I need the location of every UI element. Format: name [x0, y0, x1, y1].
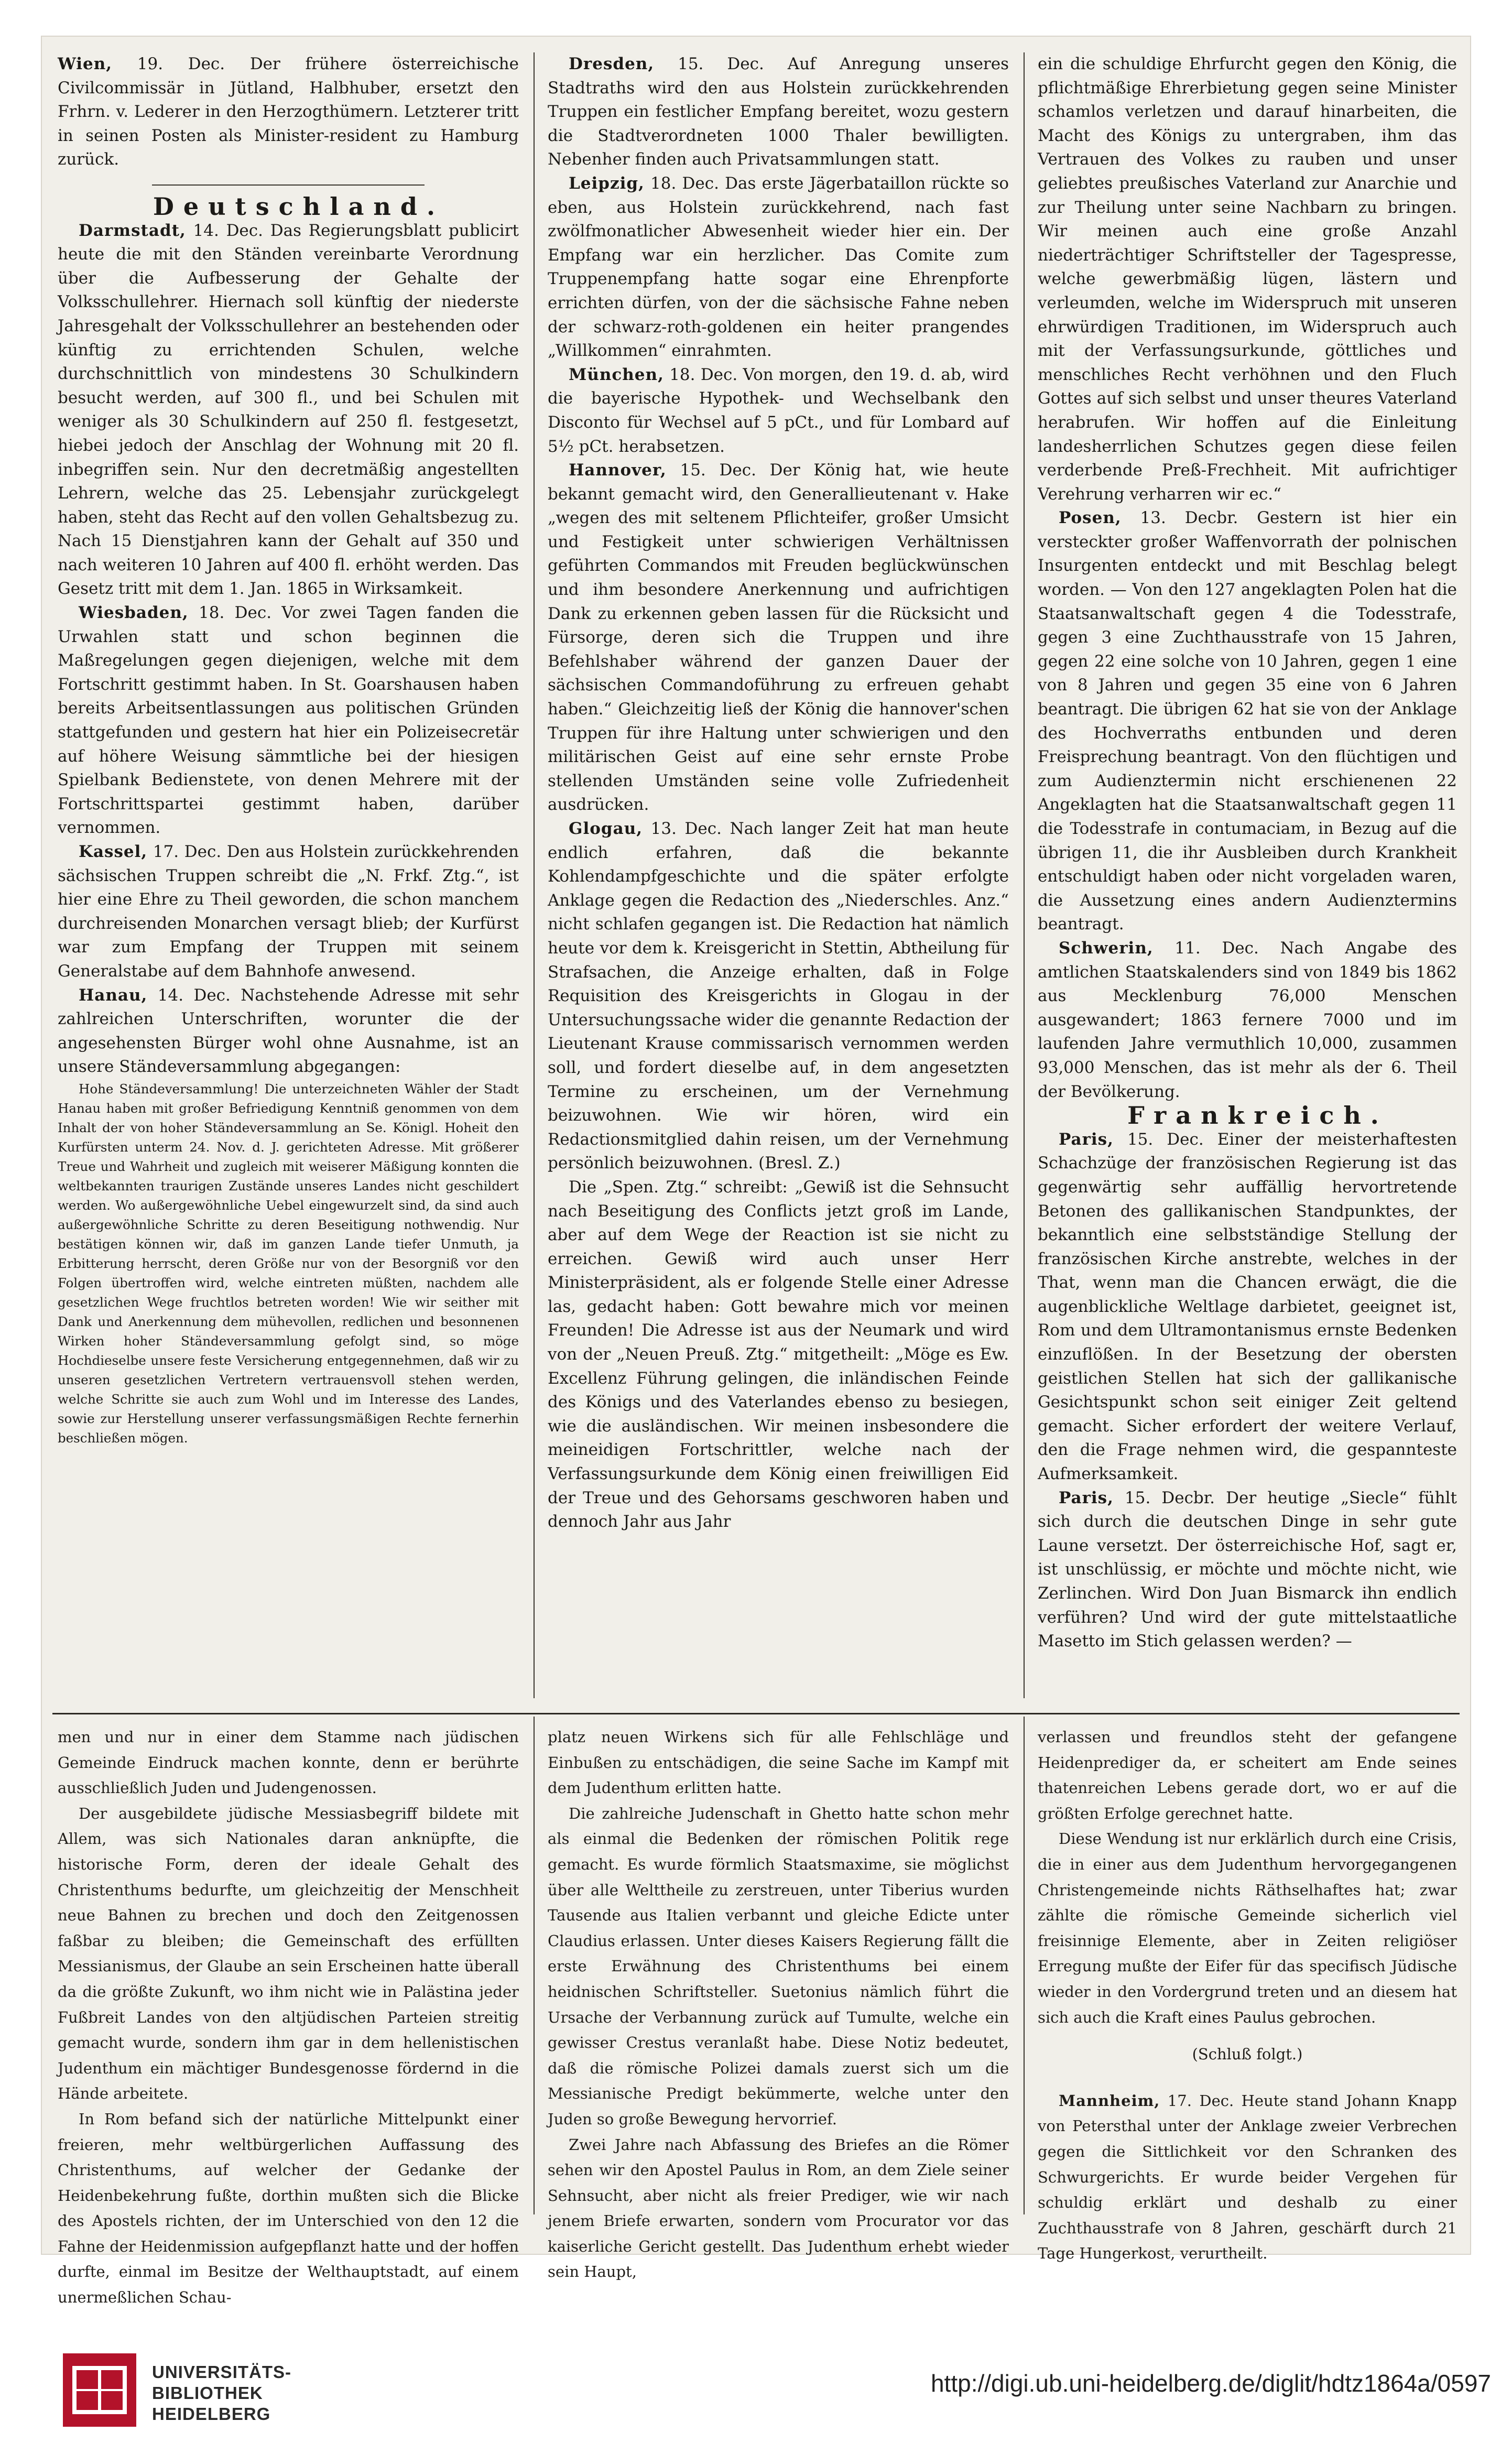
article-mannheim — [1038, 2088, 1457, 2266]
article-paris-1 — [1038, 1128, 1457, 1486]
feuilleton-paragraph: platz neuen Wirkens sich für alle Fehlschläge und Einbußen zu entschädigen, die seine Sache im Kampf mit dem Judenthum erlitten hatte. — [548, 1728, 1009, 1797]
article-hannover — [548, 459, 1009, 817]
article-text: 13. Dec. Nach langer Zeit hat man heute endlich erfahren, daß die bekannte Kohlendampfgeschichte und die später erfolgte Anklage gegen die Redaction des „Niederschles. Anz.“ nicht schlafen gegangen ist. Die Redaction hat nämlich heute vor dem k. Kreisgericht in Stettin, Abtheilung für Strafsachen, die Anzeige erhalten, daß in Folge Requisition des Kreisgerichts in Glogau in der Untersuchungssache wider die genannte Redaction der Lieutenant Krause commissarisch vernommen werden soll, und fordert dieselbe auf, in dem angesetzten Termine zu erscheinen, um der Vernehmung beizuwohnen. Wie wir hören, wird ein Redactionsmitglied dahin reisen, um der Vernehmung persönlich beizuwohnen. (Bresl. Z.) — [548, 819, 1009, 1173]
source-url-link[interactable]: http://digi.ub.uni-heidelberg.de/diglit/hdtz1864a/0597 — [930, 2370, 1491, 2397]
article-text: 13. Decbr. Gestern ist hier ein versteckter großer Waffenvorrath der polnischen Insurgenten entdeckt und mit Beschlag belegt worden. — Von den 127 angeklagten Polen hat die Staatsanwaltschaft gegen 4 die Todesstrafe, gegen 3 eine Zuchthausstrafe von 15 Jahren, gegen 22 eine solche von 10 Jahren, gegen 1 eine von 8 Jahren und gegen 35 eine von 6 Jahren beantragt. Die übrigen 62 hat sie von der Anklage des Hochverraths entbunden und deren Freisprechung beantragt. Von den flüchtigen und zum Audienztermin nicht erschienenen 22 Angeklagten hat die Staatsanwaltschaft gegen 11 die Todesstrafe in contumaciam, in Bezug auf die übrigen 11, die ihr Ausbleiben durch Krankheit entschuldigt haben oder nicht vorgeladen waren, die Aussetzung eines andern Audienztermins beantragt. — [1038, 508, 1457, 934]
article-text: 18. Dec. Das erste Jägerbataillon rückte so eben, aus Holstein zurückkehrend, nach fast zwölfmonatlicher Abwesenheit wieder hier ein. Der Empfang war ein herzlicher. Das Comite zum Truppenempfang hatte sogar eine Ehrenpforte errichten dürfen, von der die sächsische Fahne neben der schwarz-roth-goldenen ein heiter prangendes „Willkommen“ einrahmten. — [548, 173, 1009, 361]
dateline: München, — [569, 365, 664, 384]
dateline: Posen, — [1059, 508, 1122, 528]
article-continuation: ein die schuldige Ehrfurcht gegen den König, die pflichtmäßige Ehrerbietung gegen seine Minister schamlos verletzen und darauf hinarbeiten, die Macht des Königs zu untergraben, ihm das Vertrauen des Volkes zu rauben und unser geliebtes preußisches Vaterland zur Anarchie und zur Theilung unter seine Nachbarn zu bringen. Wir meinen auch eine große Anzahl niederträchtiger Schriftsteller der Tagespresse, welche gewerbmäßig lügen, lästern und verleumden, welche im Widerspruch mit unseren ehrwürdigen Traditionen, im Widerspruch auch mit der Verfassungsurkunde, göttliches und menschliches Recht verhöhnen und den Fluch Gottes auf sich selbst und unser theures Vaterland herabrufen. Wir hoffen auf die Einleitung landesherrlichen Schutzes gegen diese feilen verderbende Preß-Frechheit. Mit aufrichtiger Verehrung verharren wir ec.“ — [1038, 55, 1457, 504]
dateline: Hannover, — [569, 461, 667, 480]
dateline: Paris, — [1059, 1130, 1114, 1149]
article-text: 14. Dec. Das Regierungsblatt publicirt heute die mit den Ständen vereinbarte Verordnung über die Aufbesserung der Gehalte der Volksschullehrer. Hiernach soll künftig der niederste Jahresgehalt der Volksschullehrer an bestehenden oder künftig zu errichtenden Schulen, welche durchschnittlich von mindestens 30 Schulkindern besucht werden, auf 300 fl., und bei Schulen mit weniger als 30 Schulkindern auf 250 fl. festgesetzt, hiebei jedoch der Anschlag der Wohnung mit 20 fl. inbegriffen sein. Nur den decretmäßig angestellten Lehrern, welche das 25. Lebensjahr zurückgelegt haben, steht das Recht auf den vollen Gehaltsbezug zu. Nach 15 Dienstjahren kann der Gehalt auf 350 und nach weiteren 10 Jahren auf 400 fl. erhöht werden. Das Gesetz tritt mit dem 1. Jan. 1865 in Wirksamkeit. — [58, 221, 519, 599]
dateline: Paris, — [1059, 1488, 1114, 1507]
library-name — [152, 2362, 291, 2425]
column-middle — [548, 52, 1009, 1698]
feuilleton-paragraph: Die zahlreiche Judenschaft in Ghetto hatte schon mehr als einmal die Bedenken der römischen Politik rege gemacht. Es wurde förmlich Staatsmaxime, sie möglichst über alle Welttheile zu zerstreuen, unter Tiberius wurden Tausende aus Italien verbannt und gleiche Edicte unter Claudius erlassen. Unter dieses Kaisers Regierung fällt die erste Erwähnung des Christenthums bei einem heidnischen Schriftsteller. Suetonius nämlich führt die Ursache der Verbannung zurück auf Tumulte, welche ein gewisser Crestus veranlaßt habe. Diese Notiz bedeutet, daß die römische Polizei damals zuerst sich um die Messianische Predigt bekümmerte, welche unter den Juden so große Bewegung hervorrief. — [548, 1804, 1009, 2128]
feuilleton-paragraph: Diese Wendung ist nur erklärlich durch eine Crisis, die in einer aus dem Judenthum hervorgegangenen Christengemeinde nichts Räthselhaftes hat; zwar zählte die römische Gemeinde sicherlich viel freisinnige Elemente, aber in Zeiten religiöser Erregung mußte der Eifer für das specifisch Jüdische wieder in den Vordergrund treten und an diesem hat sich auch die Kraft eines Paulus gebrochen. — [1038, 1830, 1457, 2026]
article-text: 19. Dec. Der frühere österreichische Civilcommissär in Jütland, Halbhuber, ersetzt den Frhrn. v. Lederer in den Herzogthümern. Letzterer tritt in seinen Posten als Minister-resident zu Hamburg zurück. — [58, 55, 519, 169]
divider — [152, 184, 425, 186]
dateline: Glogau, — [569, 819, 643, 838]
library-name-line: HEIDELBERG — [152, 2404, 271, 2424]
article-text: 17. Dec. Heute stand Johann Knapp von Petersthal unter der Anklage zweier Verbrechen gegen die Sittlichkeit vor den Schranken des Schwurgerichts. Er wurde beider Vergehen für schuldig erklärt und deshalb zu einer Zuchthausstrafe von 8 Jahren, geschärft durch 21 Tage Hungerkost, verurtheilt. — [1038, 2091, 1457, 2263]
article-text: 11. Dec. Nach Angabe des amtlichen Staatskalenders sind von 1849 bis 1862 aus Mecklenburg 76,000 Menschen ausgewandert; 1863 fernere 7000 und im laufenden Jahre vermuthlich 10,000, zusammen 93,000 Menschen, das ist mehr als der 6. Theil der Bevölkerung. — [1038, 938, 1457, 1101]
column-left — [58, 52, 519, 1698]
library-logo[interactable] — [63, 2353, 335, 2442]
article-kassel — [58, 840, 519, 984]
article-text: 15. Dec. Einer der meisterhaftesten Schachzüge der französischen Regierung ist das gegenwärtig sehr auffällig hervortretende Betonen des gallikanischen Standpunktes, der bekanntlich eine selbstständige Stellung der französischen Kirche anstrebte, welches in der That, wenn man die Chancen erwägt, die die augenblickliche Weltlage darbietet, geeignet ist, Rom und dem Ultramontanismus ernste Bedenken einzuflößen. In der Besetzung der obersten geistlichen Stellen hat sich der gallikanische Gesichtspunkt schon seit einiger Zeit geltend gemacht. Sicher erfordert der weitere Verlauf, den die Frage nehmen wird, die gespannteste Aufmerksamkeit. — [1038, 1130, 1457, 1484]
dateline: Darmstadt, — [79, 221, 186, 240]
column-divider — [534, 1717, 535, 2214]
dateline: Kassel, — [79, 842, 148, 861]
dateline: Schwerin, — [1059, 938, 1154, 958]
article-text: 15. Dec. Auf Anregung unseres Stadtraths wird den aus Holstein zurückkehrenden Truppen ein festlicher Empfang bereitet, wozu gestern die Stadtverordneten 1000 Thaler bewilligten. Nebenher finden auch Privatsammlungen statt. — [548, 55, 1009, 169]
continued-note: (Schluß folgt.) — [1192, 2045, 1303, 2064]
petition-text: Hohe Ständeversammlung! Die unterzeichneten Wähler der Stadt Hanau haben mit großer Befriedigung Kenntniß genommen von dem Inhalt der von hoher Ständeversammlung an Se. Königl. Hoheit den Kurfürsten unterm 24. Nov. d. J. gerichteten Adresse. Mit größerer Treue und Wahrheit und zugleich mit weiserer Mäßigung konnten die weltbekannten traurigen Zustände unseres Landes nicht geschildert werden. Wo außergewöhnliche Uebel eingewurzelt sind, da sind auch außergewöhnliche Schritte zu deren Beseitigung nothwendig. Nur bestätigen können wir, daß im ganzen Lande tiefer Unmuth, ja Erbitterung herrscht, deren Größe nur von der Besorgniß vor den Folgen übertroffen wird, welche eintreten müßten, nachdem alle gesetzlichen Wege fruchtlos betreten worden! Wie wir seither mit Dank und Anerkennung dem mühevollen, redlichen und besonnenen Wirken hoher Ständeversammlung gefolgt sind, so möge Hochdieselbe unsere feste Versicherung entgegennehmen, daß wir zu unseren gesetzlichen Vertretern vertrauensvoll stehen werden, welche Schritte sie auch zum Wohl und im Interesse des Landes, sowie zur Herstellung unserer verfassungsmäßigen Rechte fernerhin beschließen mögen. — [58, 1081, 519, 1446]
feuilleton-paragraph: Der ausgebildete jüdische Messiasbegriff bildete mit Allem, was sich Nationales daran anknüpfte, die historische Form, deren der ideale Gehalt des Christenthums bedurfte, um gleichzeitig der Menschheit neue Bahnen zu brechen und doch den Zeitgenossen faßbar zu bleiben; die Gemeinschaft des erfüllten Messianismus, der Glaube an sein Erscheinen hatte überall da die größte Zukunft, wo ihm nicht wie in Palästina jeder Fußbreit Landes von den altjüdischen Parteien streitig gemacht wurde, sondern ihm gar in dem hellenistischen Judenthum ein mächtiger Bundesgenosse fördernd in die Hände arbeitete. — [58, 1804, 519, 2103]
section-heading-deutschland: Deutschland. — [153, 192, 445, 221]
feuilleton-middle — [548, 1724, 1009, 2285]
library-name-line: UNIVERSITÄTS- — [152, 2362, 292, 2382]
article-darmstadt — [58, 219, 519, 602]
library-name-line: BIBLIOTHEK — [152, 2383, 263, 2403]
article-text: 14. Dec. Nachstehende Adresse mit sehr zahlreichen Unterschriften, worunter die der angesehensten Bürger wohl ohne Ausnahme, ist an unsere Ständeversammlung abgegangen: — [58, 985, 519, 1077]
feuilleton-left — [58, 1724, 519, 2310]
dateline: Wiesbaden, — [79, 603, 189, 623]
column-divider — [1024, 1717, 1025, 2214]
article-wiesbaden — [58, 601, 519, 840]
article-wien — [58, 52, 519, 172]
article-glogau — [548, 817, 1009, 1176]
article-text: 15. Dec. Der König hat, wie heute bekannt gemacht wird, den Generallieutenant v. Hake „wegen des mit seltenem Pflichteifer, großer Umsicht und Festigkeit unter schwierigen Verhältnissen geführten Commandos mit Freuden beglückwünschen und ihm besondere Anerkennung und aufrichtigen Dank zu erkennen geben lassen für die Rücksicht und Fürsorge, deren sich die Truppen und ihre Befehlshaber während der ganzen Dauer der sächsischen Commandoführung zu erfreuen gehabt haben.“ Gleichzeitig ließ der König die hannover'schen Truppen für ihre Haltung unter schwierigen und den militärischen Geist auf eine sehr ernste Probe stellenden Umständen seine volle Zufriedenheit ausdrücken. — [548, 461, 1009, 815]
dateline: Mannheim, — [1059, 2091, 1160, 2110]
digitization-footer — [0, 2306, 1512, 2454]
article-spen-ztg: Die „Spen. Ztg.“ schreibt: „Gewiß ist die Sehnsucht nach Beseitigung des Conflicts jetzt groß im Lande, aber auf dem Wege der Reaction ist sie nicht zu erreichen. Gewiß wird auch unser Herr Ministerpräsident, als er folgende Stelle einer Adresse las, gedacht haben: Gott bewahre mich vor meinen Freunden! Die Adresse ist aus der Neumark und wird von der „Neuen Preuß. Ztg.“ mitgetheilt: „Möge es Ew. Excellenz Führung gelingen, die inländischen Feinde des Königs und des Vaterlandes ebenso zu besiegen, wie die ausländischen. Wir meinen insbesondere die meineidigen Fortschrittler, welche nach der Verfassungsurkunde dem König einen freiwilligen Eid der Treue und des Gehorsams geschworen haben und dennoch Jahr aus Jahr — [548, 1177, 1009, 1532]
section-heading-frankreich: Frankreich. — [1127, 1101, 1388, 1130]
article-muenchen — [548, 363, 1009, 459]
article-text: 15. Decbr. Der heutige „Siecle“ fühlt sich durch die deutschen Dinge in sehr gute Laune versetzt. Der österreichische Hof, sagt er, ist unschlüssig, er möchte und möchte nicht, wie Zerlinchen. Wird Don Juan Bismarck ihn endlich verführen? Und wird der gute mittelstaatliche Masetto im Stich gelassen werden? — — [1038, 1488, 1457, 1651]
article-dresden — [548, 52, 1009, 172]
article-paris-2 — [1038, 1486, 1457, 1654]
dateline: Leipzig, — [569, 173, 645, 193]
feuilleton-rule — [52, 1713, 1460, 1714]
column-right — [1038, 52, 1457, 1698]
feuilleton-paragraph: men und nur in einer dem Stamme nach jüdischen Gemeinde Eindruck machen konnte, denn er berührte ausschließlich Juden und Judengenossen. — [58, 1728, 519, 1797]
column-divider — [1024, 52, 1025, 1698]
dateline: Wien, — [58, 55, 113, 73]
dateline: Hanau, — [79, 985, 148, 1005]
column-divider — [534, 52, 535, 1698]
article-leipzig — [548, 172, 1009, 363]
article-text: 17. Dec. Den aus Holstein zurückkehrenden sächsischen Truppen schreibt die „N. Frkf. Ztg.“, ist hier eine Ehre zu Theil geworden, die schon manchem durchreisenden Monarchen versagt blieb; der Kurfürst war zum Empfang der Truppen mit seinem Generalstabe auf dem Bahnhofe anwesend. — [58, 842, 519, 981]
article-posen — [1038, 506, 1457, 937]
feuilleton-paragraph: Zwei Jahre nach Abfassung des Briefes an die Römer sehen wir den Apostel Paulus in Rom, an dem Ziele seiner Sehnsucht, aber nicht als freier Prediger, wie wir nach jenem Briefe erwarten, sondern vom Procurator vor das kaiserliche Gericht gestellt. Das Judenthum erhebt wieder sein Haupt, — [548, 2135, 1009, 2281]
feuilleton-paragraph: In Rom befand sich der natürliche Mittelpunkt einer freieren, mehr weltbürgerlichen Auffassung des Christenthums, auf welcher der Gedanke der Heidenbekehrung fußte, dorthin mußten sich die Blicke des Apostels richten, der im Unterschied von den 12 die Fahne der Heidenmission aufgepflanzt hatte und der hoffen durfte, einmal im Besitze der Welthauptstadt, auf einem unermeßlichen Schau- — [58, 2110, 519, 2307]
article-text: 18. Dec. Von morgen, den 19. d. ab, wird die bayerische Hypothek- und Wechselbank den Disconto für Wechsel auf 5 pCt., und für Lombard auf 5½ pCt. herabsetzen. — [548, 365, 1009, 456]
dateline: Dresden, — [569, 55, 655, 73]
article-hanau — [58, 984, 519, 1079]
feuilleton-right — [1038, 1724, 1457, 2266]
newspaper-page — [42, 37, 1470, 2307]
article-schwerin — [1038, 937, 1457, 1104]
article-text: 18. Dec. Vor zwei Tagen fanden die Urwahlen statt und schon beginnen die Maßregelungen gegen diejenigen, welche mit dem Fortschritt gestimmt haben. In St. Goarshausen haben bereits Arbeitsentlassungen aus politischen Gründen stattgefunden und gestern hat hier ein Polizeisecretär auf höhere Weisung sämmtliche bei der hiesigen Spielbank Bedienstete, von denen Mehrere mit der Fortschrittspartei gestimmt haben, darüber vernommen. — [58, 603, 519, 838]
feuilleton-paragraph: verlassen und freundlos steht der gefangene Heidenprediger da, er scheitert am Ende seines thatenreichen Lebens gerade dort, wo er auf die größten Erfolge gerechnet hatte. — [1038, 1728, 1457, 1822]
library-logo-icon — [63, 2353, 136, 2427]
